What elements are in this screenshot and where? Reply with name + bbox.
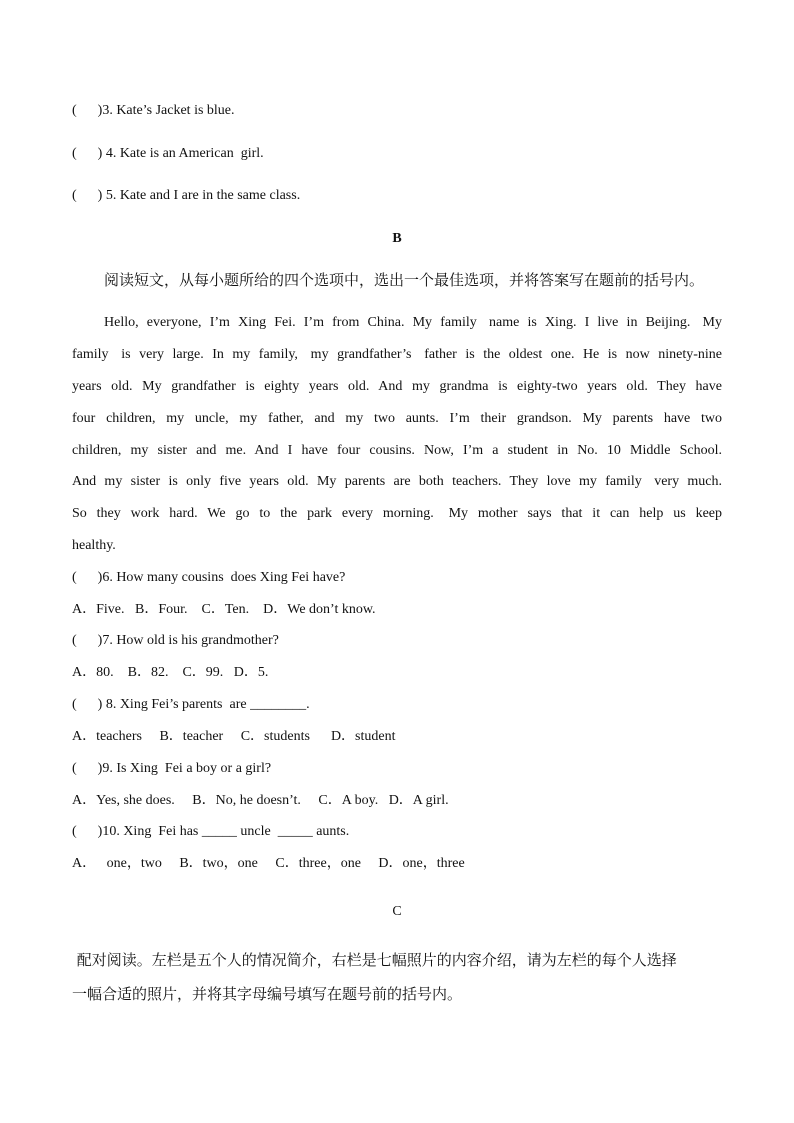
passage-line-3: years old. My grandfather is eighty years old. And my grandma is eighty-two years old. They have bbox=[72, 379, 722, 394]
question-10-options: A． one，two B．two，one C．three，one D．one，three bbox=[72, 856, 465, 871]
section-c-heading: C bbox=[392, 904, 402, 919]
section-b-instruction: 阅读短文，从每小题所给的四个选项中，选出一个最佳选项，并将答案写在题前的括号内。 bbox=[104, 271, 705, 289]
question-6: ( )6. How many cousins does Xing Fei have? bbox=[72, 570, 346, 585]
question-10: ( )10. Xing Fei has _____ uncle _____ aunts. bbox=[72, 824, 350, 839]
section-c-instruction-line-2: 一幅合适的照片，并将其字母编号填写在题号前的括号内。 bbox=[72, 985, 463, 1003]
question-7-options: A．80. B．82. C．99. D．5. bbox=[72, 665, 269, 680]
section-c-instruction-line-1: 配对阅读。左栏是五个人的情况简介，右栏是七幅照片的内容介绍，请为左栏的每个人选择 bbox=[72, 951, 677, 969]
passage-line-8: healthy. bbox=[72, 538, 116, 553]
question-8-options: A．teachers B．teacher C．students D．student bbox=[72, 729, 396, 744]
section-b-heading: B bbox=[392, 231, 402, 246]
passage-line-5: children, my sister and me. And I have four cousins. Now, I’m a student in No. 10 Middle School. bbox=[72, 443, 722, 458]
question-8: ( ) 8. Xing Fei’s parents are ________. bbox=[72, 697, 310, 712]
question-4: ( ) 4. Kate is an American girl. bbox=[72, 146, 264, 161]
passage-line-6: And my sister is only five years old. My parents are both teachers. They love my family very much. bbox=[72, 474, 722, 489]
passage-line-4: four children, my uncle, my father, and my two aunts. I’m their grandson. My parents have two bbox=[72, 411, 722, 426]
question-3: ( )3. Kate’s Jacket is blue. bbox=[72, 103, 235, 118]
question-6-options: A．Five. B．Four. C．Ten. D．We don’t know. bbox=[72, 602, 376, 617]
passage-line-1: Hello, everyone, I’m Xing Fei. I’m from China. My family name is Xing. I live in Beijing. My bbox=[104, 315, 722, 330]
question-7: ( )7. How old is his grandmother? bbox=[72, 633, 279, 648]
question-5: ( ) 5. Kate and I are in the same class. bbox=[72, 188, 301, 203]
passage-line-2: family is very large. In my family, my grandfather’s father is the oldest one. He is now ninety-nine bbox=[72, 347, 722, 362]
passage-line-7: So they work hard. We go to the park every morning. My mother says that it can help us keep bbox=[72, 506, 722, 521]
question-9: ( )9. Is Xing Fei a boy or a girl? bbox=[72, 761, 272, 776]
question-9-options: A．Yes, she does. B．No, he doesn’t. C．A boy. D．A girl. bbox=[72, 793, 449, 808]
